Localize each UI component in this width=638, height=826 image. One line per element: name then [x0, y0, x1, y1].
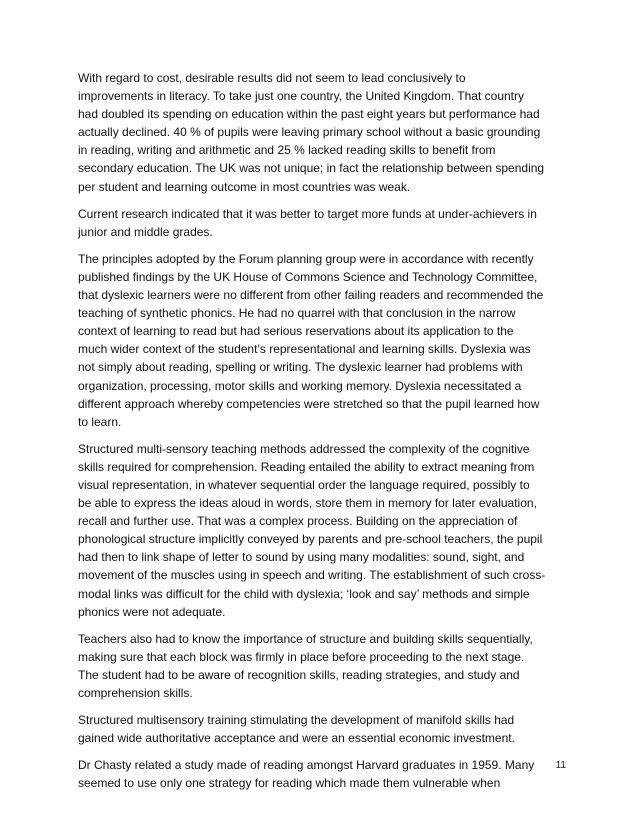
body-text: [78, 69, 565, 801]
text-line: improvements in literacy. To take just one country, the United Kingdom. That country: [78, 89, 524, 104]
text-line: Structured multisensory training stimulating the development of manifold skills had: [78, 713, 515, 728]
text-line: making sure that each block was firmly in place before proceeding to the next stage.: [78, 649, 525, 664]
text-line: different approach whereby competencies were stretched so that the pupil learned how: [78, 396, 540, 411]
paragraph: [78, 711, 565, 747]
paragraph: [78, 630, 565, 702]
text-line: that dyslexic learners were no different from other failing readers and recommended the: [78, 288, 544, 303]
text-line: Structured multi-sensory teaching methods addressed the complexity of the cognitive: [78, 441, 530, 456]
text-line: be able to express the ideas aloud in words, store them in memory for later evaluation,: [78, 496, 537, 511]
text-line: The principles adopted by the Forum planning group were in accordance with recently: [78, 251, 534, 266]
text-line: Teachers also had to know the importance of structure and building skills sequentially,: [78, 631, 533, 646]
text-line: Current research indicated that it was better to target more funds at under-achievers in: [78, 206, 537, 221]
text-line: in reading, writing and arithmetic and 25 % lacked reading skills to benefit from: [78, 143, 496, 158]
paragraph: [78, 440, 565, 621]
text-line: teaching of synthetic phonics. He had no quarrel with that conclusion in the narrow: [78, 306, 516, 321]
text-line: much wider context of the student’s representational and learning skills. Dyslexia was: [78, 342, 531, 357]
text-line: context of learning to read but had serious reservations about its application to the: [78, 324, 514, 339]
paragraph: [78, 205, 565, 241]
paragraph: [78, 250, 565, 431]
text-line: visual representation, in whatever sequential order the language required, possibly to: [78, 477, 530, 492]
page-number: 11: [555, 760, 566, 771]
text-line: skills required for comprehension. Reading entailed the ability to extract meaning from: [78, 459, 535, 474]
text-line: recall and further use. That was a complex process. Building on the appreciation of: [78, 514, 518, 529]
text-line: published findings by the UK House of Commons Science and Technology Committee,: [78, 269, 538, 284]
text-line: comprehension skills.: [78, 686, 193, 700]
text-line: modal links was difficult for the child with dyslexia; ‘look and say’ methods and simple: [78, 586, 530, 601]
text-line: Dr Chasty related a study made of reading amongst Harvard graduates in 1959. Many: [78, 758, 535, 773]
text-line: With regard to cost, desirable results did not seem to lead conclusively to: [78, 71, 466, 85]
paragraph: [78, 69, 565, 196]
text-line: had then to link shape of letter to sound by using many modalities: sound, sight, and: [78, 550, 525, 565]
text-line: per student and learning outcome in most countries was weak.: [78, 179, 411, 194]
text-line: The student had to be aware of recognition skills, reading strategies, and study and: [78, 667, 520, 682]
text-line: organization, processing, motor skills and working memory. Dyslexia necessitated a: [78, 378, 522, 393]
text-line: phonological structure implicitly conveyed by parents and pre-school teachers, the pupil: [78, 532, 543, 547]
text-line: movement of the muscles using in speech and writing. The establishment of such cross-: [78, 568, 546, 583]
text-line: not simply about reading, spelling or writing. The dyslexic learner had problems with: [78, 360, 523, 375]
text-line: junior and middle grades.: [78, 224, 213, 239]
paragraph: [78, 756, 565, 792]
text-line: phonics were not adequate.: [78, 604, 226, 619]
text-line: secondary education. The UK was not unique; in fact the relationship between spending: [78, 161, 545, 176]
text-line: gained wide authoritative acceptance and were an essential economic investment.: [78, 731, 515, 746]
text-line: had doubled its spending on education within the past eight years but performance had: [78, 107, 540, 122]
text-line: actually declined. 40 % of pupils were leaving primary school without a basic grounding: [78, 125, 541, 140]
text-line: to learn.: [78, 414, 122, 429]
text-line: seemed to use only one strategy for reading which made them vulnerable when: [78, 776, 501, 791]
